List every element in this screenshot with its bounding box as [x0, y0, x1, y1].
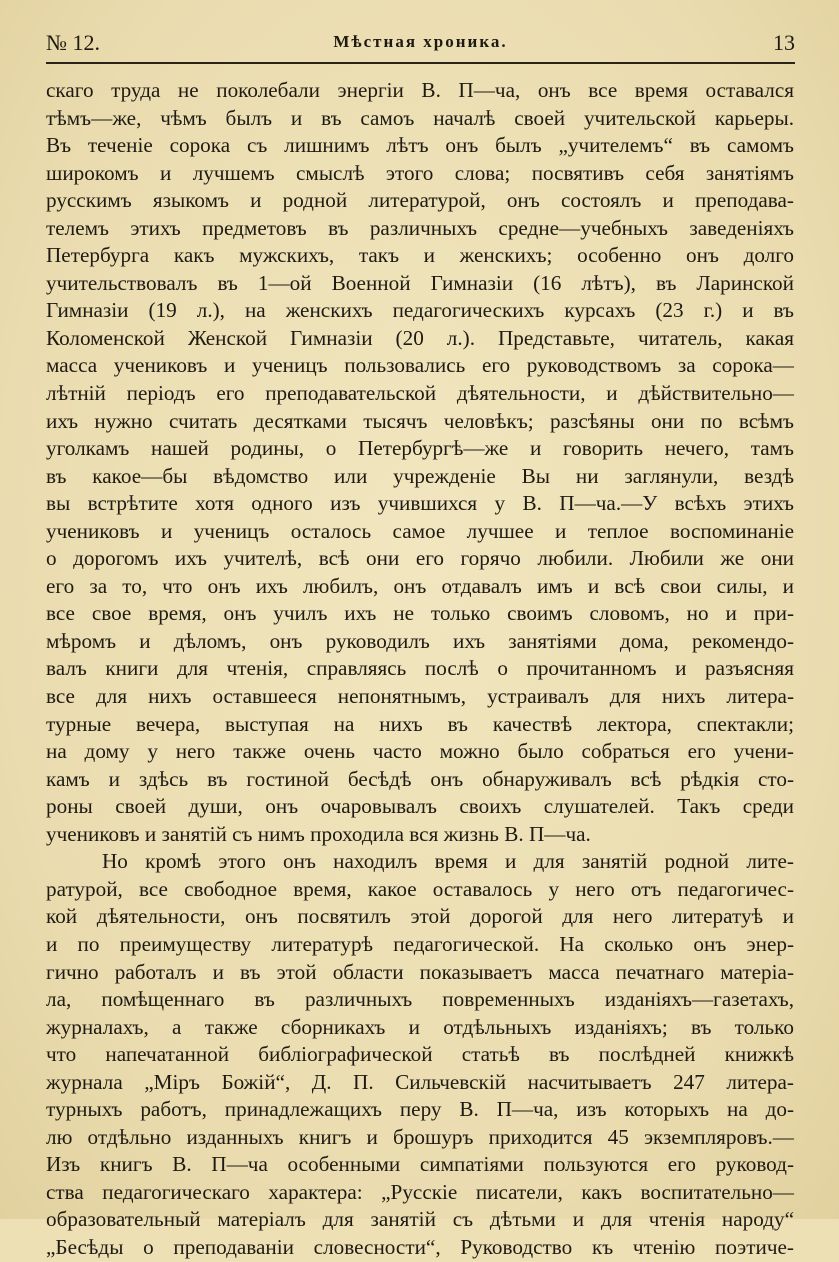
- text-line: скаго труда не поколебали энергіи В. П—ча, онъ все время оставался: [46, 78, 794, 102]
- text-line: лѣтній періодъ его преподавательской дѣятельности, и дѣйствительно—: [46, 381, 794, 406]
- text-line: Но кромѣ этого онъ находилъ время и для занятій родной лите-: [102, 849, 794, 874]
- body-text: [46, 77, 794, 1262]
- text-line: турные вечера, выступая на нихъ въ качествѣ лектора, спектакли;: [46, 711, 794, 736]
- text-line: „Бесѣды о преподаваніи словесности“, Руководство къ чтенію поэтиче-: [46, 1234, 794, 1259]
- text-line: валъ книги для чтенія, справляясь послѣ о прочитанномъ и разъясняя: [46, 656, 794, 681]
- issue-number: № 12.: [46, 30, 100, 55]
- text-line: образовательный матеріалъ для занятій съ дѣтьми и для чтенія народу“: [46, 1207, 794, 1232]
- page-number: 13: [773, 30, 795, 55]
- text-line: учениковъ и занятій съ нимъ проходила вся жизнь В. П—ча.: [46, 821, 591, 846]
- text-line: кой дѣятельности, онъ посвятилъ этой дорогой для него литератуѣ и: [46, 904, 794, 929]
- text-line: о дорогомъ ихъ учителѣ, всѣ они его горячо любили. Любили же они: [46, 546, 794, 571]
- text-line: Петербурга какъ мужскихъ, такъ и женскихъ; особенно онъ долго: [46, 243, 794, 268]
- text-line: и по преимуществу литературѣ педагогической. На сколько онъ энер-: [46, 931, 794, 956]
- text-line: тѣмъ—же, чѣмъ былъ и въ самоъ началѣ своей учительской карьеры.: [46, 105, 794, 130]
- text-line: роны своей души, онъ очаровывалъ своихъ слушателей. Такъ среди: [46, 794, 794, 819]
- text-line: вы встрѣтите хотя одного изъ учившихся у В. П—ча.—У всѣхъ этихъ: [46, 491, 794, 516]
- text-line: Гимназіи (19 л.), на женскихъ педагогическихъ курсахъ (23 г.) и въ: [46, 298, 794, 323]
- text-line: все для нихъ оставшееся непонятнымъ, устраивалъ для нихъ литера-: [46, 684, 794, 709]
- text-line: въ какое—бы вѣдомство или учрежденіе Вы ни заглянули, вездѣ: [46, 463, 794, 488]
- text-line: турныхъ работъ, принадлежащихъ перу В. П—ча, изъ которыхъ на до-: [46, 1097, 794, 1122]
- text-line: Въ теченіе сорока съ лишнимъ лѣтъ онъ былъ „учителемъ“ въ самомъ: [46, 133, 794, 158]
- text-line: что напечатанной библіографической статьѣ въ послѣдней книжкѣ: [46, 1042, 794, 1067]
- text-line: Коломенской Женской Гимназіи (20 л.). Представьте, читатель, какая: [46, 325, 794, 350]
- text-line: Изъ книгъ В. П—ча особенными симпатіями пользуются его руковод-: [46, 1152, 794, 1177]
- text-line: его за то, что онъ ихъ любилъ, онъ отдавалъ имъ и всѣ свои силы, и: [46, 573, 794, 598]
- text-line: уголкамъ нашей родины, о Петербургѣ—же и говорить нечего, тамъ: [46, 436, 794, 461]
- text-line: ства педагогическаго характера: „Русскіе писатели, какъ воспитательно—: [46, 1179, 794, 1204]
- page-header: [46, 30, 795, 60]
- text-line: лю отдѣльно изданныхъ книгъ и брошуръ приходится 45 экземпляровъ.—: [46, 1124, 794, 1149]
- text-line: мѣромъ и дѣломъ, онъ руководилъ ихъ занятіями дома, рекомендо-: [46, 628, 794, 653]
- text-line: учительствовалъ въ 1—ой Военной Гимназіи (16 лѣтъ), въ Ларинской: [46, 270, 794, 295]
- text-line: учениковъ и ученицъ осталось самое лучшее и теплое воспоминаніе: [46, 518, 794, 543]
- text-line: журнала „Міръ Божій“, Д. П. Сильчевскій насчитываетъ 247 литера-: [46, 1069, 794, 1094]
- text-line: русскимъ языкомъ и родной литературой, онъ состоялъ и преподава-: [46, 188, 794, 213]
- text-line: на дому у него также очень часто можно было собраться его учени-: [46, 739, 794, 764]
- text-line: телемъ этихъ предметовъ въ различныхъ средне—учебныхъ заведеніяхъ: [46, 215, 794, 240]
- text-line: масса учениковъ и ученицъ пользовались его руководствомъ за сорока—: [46, 353, 794, 378]
- text-line: ихъ нужно считать десятками тысячъ человѣкъ; разсѣяны они по всѣмъ: [46, 408, 794, 433]
- text-line: журналахъ, а также сборникахъ и отдѣльныхъ изданіяхъ; въ только: [46, 1014, 794, 1039]
- text-line: камъ и здѣсь въ гостиной бесѣдѣ онъ обнаруживалъ всѣ рѣдкія сто-: [46, 766, 794, 791]
- header-rule: [46, 62, 795, 64]
- section-title: Мѣстная хроника.: [333, 32, 508, 51]
- text-line: гично работалъ и въ этой области показываетъ масса печатнаго матеріа-: [46, 959, 794, 984]
- text-line: ратурой, все свободное время, какое оставалось у него отъ педагогичес-: [46, 876, 794, 901]
- text-line: ла, помѣщеннаго въ различныхъ повременныхъ изданіяхъ—газетахъ,: [46, 987, 794, 1012]
- text-line: все свое время, онъ училъ ихъ не только своимъ словомъ, но и при-: [46, 601, 794, 626]
- text-line: широкомъ и лучшемъ смыслѣ этого слова; посвятивъ себя занятіямъ: [46, 160, 794, 185]
